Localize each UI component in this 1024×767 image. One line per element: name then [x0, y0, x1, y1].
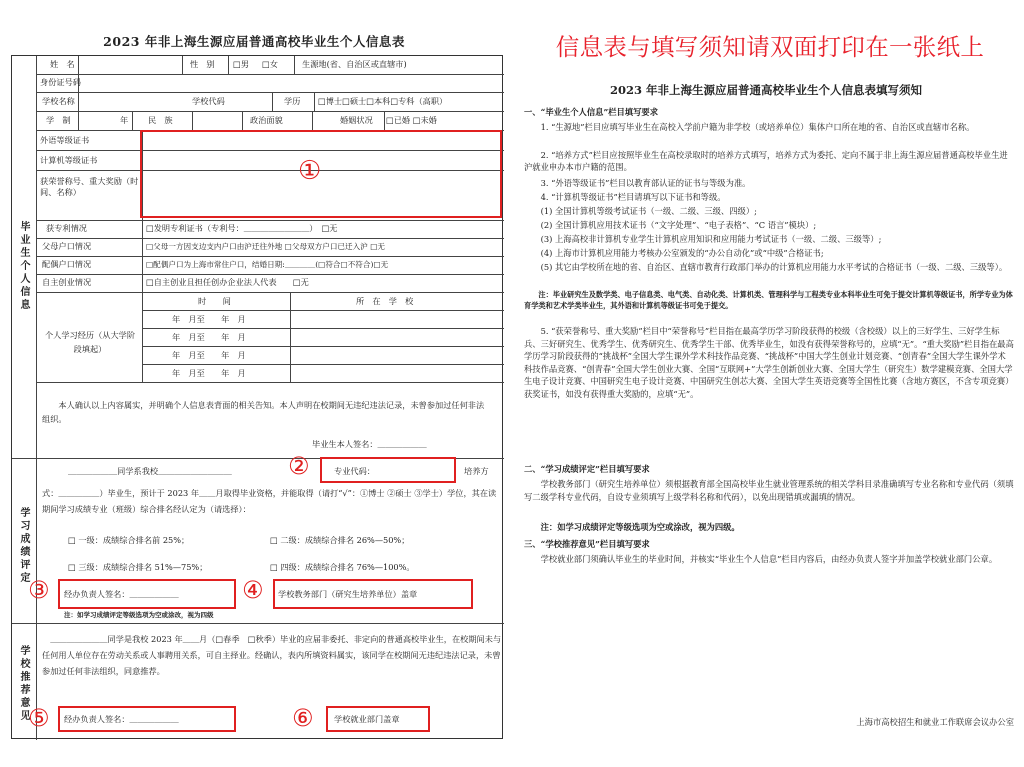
- graduate-signature[interactable]: 毕业生本人签名：＿＿＿＿＿＿: [312, 439, 427, 449]
- print-banner: 信息表与填写须知请双面打印在一张纸上: [555, 33, 985, 61]
- grades-paragraph: 式：＿＿＿＿＿）毕业生，预计于 2023 年＿＿月取得毕业资格，并能取得（请打“√”：①博士 ②硕士 ③学士）学位，其在读期间学习成绩专业（班级）综合排名经认定为（请选择）：: [42, 488, 497, 514]
- checkbox-male[interactable]: □男: [233, 59, 249, 69]
- history-row: 年 月至 年 月: [172, 314, 246, 324]
- history-school-header: 所 在 学 校: [356, 296, 414, 306]
- annotation-box-6: [326, 706, 430, 732]
- marker-6: ⑥: [292, 704, 314, 732]
- instructions-section-2: 二、“学习成绩评定”栏目填写要求: [524, 464, 650, 474]
- instructions-section-1: 一、“毕业生个人信息”栏目填写要求: [524, 107, 658, 117]
- history-row: 年 月至 年 月: [172, 350, 246, 360]
- label-school-name: 学校名称: [42, 96, 75, 106]
- instructions-p1: 1. “生源地”栏目应填写毕业生在高校入学前户籍为非学校（或培养单位）集体户口所在地的省、自治区或直辖市名称。: [540, 122, 975, 132]
- label-name: 姓 名: [50, 59, 75, 69]
- label-duration: 学 制: [46, 115, 71, 125]
- startup-options[interactable]: □自主创业且担任创办企业法人代表 □无: [146, 277, 309, 287]
- instructions-section-3: 三、“学校推荐意见”栏目填写要求: [524, 539, 650, 549]
- info-form-table: [11, 55, 503, 739]
- grades-officer-signature[interactable]: 经办负责人签名：＿＿＿＿＿＿: [64, 589, 179, 599]
- history-row: 年 月至 年 月: [172, 368, 246, 378]
- annotation-box-3: [58, 579, 236, 609]
- grades-line1-end: 培养方: [464, 466, 489, 476]
- form-title: 2023 年非上海生源应届普通高校毕业生个人信息表: [103, 34, 405, 49]
- label-startup: 自主创业情况: [42, 277, 92, 287]
- marker-4: ④: [242, 576, 264, 604]
- marker-3: ③: [28, 576, 50, 604]
- grade-option-1[interactable]: □ 一级：成绩综合排名前 25%；: [68, 535, 190, 545]
- instructions-p4b: (2) 全国计算机应用技术证书（“文字处理”、“电子表格”、“C 语言”模块）;: [540, 220, 817, 230]
- label-parents-hukou: 父母户口情况: [42, 241, 92, 251]
- grade-option-3[interactable]: □ 三级：成绩综合排名 51%—75%；: [68, 562, 208, 572]
- marker-5: ⑤: [28, 704, 50, 732]
- grades-note: 注：如学习成绩评定等级选项为空或涂改，视为四级: [64, 611, 214, 619]
- instructions-note-1: 注：毕业研究生及数学类、电子信息类、电气类、自动化类、计算机类、管理科学与工程类专业本科毕业生可免于提交计算机等级证书，所学专业为体育学类和艺术学类毕业生，其外语和计算机等级证书可免于提交。: [524, 290, 1013, 310]
- grade-option-2[interactable]: □ 二级：成绩综合排名 26%—50%；: [270, 535, 410, 545]
- instructions-p4a: (1) 全国计算机等级考试证书（一级、二级、三级、四级）;: [540, 206, 757, 216]
- employment-dept-stamp: 学校就业部门盖章: [334, 714, 400, 724]
- grades-line1: ＿＿＿＿＿＿同学系我校＿＿＿＿＿＿＿＿＿: [68, 466, 232, 476]
- label-patent: 获专利情况: [46, 223, 87, 233]
- instructions-p4c: (3) 上海高校非计算机专业学生计算机应用知识和应用能力考试证书（一级、二级、三级等）;: [540, 234, 882, 244]
- history-time-header: 时 间: [198, 296, 231, 306]
- spouse-hukou-options[interactable]: □配偶户口为上海市常住户口，结婚日期:＿＿＿＿(□符合□不符合)□无: [146, 260, 389, 269]
- label-honors: 获荣誉称号、重大奖励（时间、名称）: [40, 176, 139, 197]
- label-gender: 性 别: [190, 59, 215, 69]
- instructions-p4: 4. “计算机等级证书”栏目请填写以下证书和等级。: [540, 192, 726, 202]
- section-recommend-label: 学校推荐意见: [18, 645, 29, 723]
- label-computer-cert: 计算机等级证书: [40, 155, 98, 165]
- section-grades-label: 学习成绩评定: [18, 507, 29, 585]
- checkbox-female[interactable]: □女: [262, 59, 278, 69]
- label-ethnicity: 民 族: [148, 115, 173, 125]
- marker-2: ②: [288, 452, 310, 480]
- history-row: 年 月至 年 月: [172, 332, 246, 342]
- instructions-p4d: (4) 上海市计算机应用能力考核办公室颁发的“办公自动化”或“中级”合格证书;: [540, 248, 824, 258]
- degree-options[interactable]: □博士□硕士□本科□专科（高职）: [318, 96, 448, 106]
- section-personal-label: 毕业生个人信息: [18, 220, 29, 312]
- recommend-paragraph: ＿＿＿＿＿＿＿同学是我校 2023 年＿＿月（□春季 □秋季）毕业的应届非委托、非定向的普通高校毕业生，在校期间未与任何用人单位存在劳动关系或人事聘用关系，可自主择业。经确认，表内所填资料属实，该同学在校期间无违纪违法记录，未曾参加过任何非法组织，同意推荐。: [42, 634, 502, 676]
- instructions-p2: 2. “培养方式”栏目应按照毕业生在高校录取时的培养方式填写，培养方式为委托、定向不属于非上海生源应届普通高校毕业生进沪就业申办本市户籍的范围。: [524, 150, 1008, 172]
- declaration-text: 本人确认以上内容属实，并明确个人信息表背面的相关告知。本人声明在校期间无违纪违法记录，未曾参加过任何非法组织。: [42, 400, 485, 424]
- instructions-p4e: (5) 其它由学校所在地的省、自治区、直辖市教育行政部门举办的计算机应用能力水平考试的合格证书（一级、二级、三级等）。: [540, 262, 1008, 272]
- marker-1: ①: [298, 156, 322, 186]
- instructions-p5: 5. “获荣誉称号、重大奖励”栏目中“荣誉称号”栏目指在最高学历学习阶段获得的校级（含校级）以上的三好学生、三好学生标兵、三好研究生、优秀学生、优秀研究生、优秀学生干部、优秀毕业生，如没有获得荣誉称号的，应填“无”。“重大奖励”栏目指在最高学历学习阶段获得的“挑战杯”全国大学生课外学术科技作品竞赛、“挑战杯”中国大学生创业计划竞赛、“创青春”全国大学生课外学术科技作品竞赛、“创青春”全国大学生创业大赛、全国“互联网+”大学生创新创业大赛、全国大学生（研究生）数学建模竞赛、全国大学生电子设计竞赛、中国研究生电子设计竞赛、中国研究生创芯大赛、全国大学生英语竞赛等全国性比赛（含地方赛区，不含专项竞赛）获奖证书，如没有获得重大奖励的，应填“无”。: [524, 326, 1014, 399]
- label-politics: 政治面貌: [250, 115, 283, 125]
- parents-hukou-options[interactable]: □父母一方因支边支内户口由沪迁往外地 □父母双方户口已迁入沪 □无: [146, 242, 385, 251]
- marital-options[interactable]: □已婚 □未婚: [386, 115, 437, 125]
- label-degree: 学历: [284, 96, 301, 106]
- label-years: 年: [120, 115, 129, 125]
- instructions-page: [508, 0, 1024, 767]
- recommend-officer-signature[interactable]: 经办负责人签名：＿＿＿＿＿＿: [64, 714, 179, 724]
- label-origin: 生源地(省、自治区或直辖市): [302, 59, 407, 69]
- info-form-page: [0, 0, 508, 767]
- patent-options[interactable]: □发明专利证书（专利号：＿＿＿＿＿＿＿＿） □无: [146, 223, 338, 233]
- instructions-p7: 学校就业部门须确认毕业生的毕业时间，并核实“毕业生个人信息”栏目内容后，由经办负责人签字并加盖学校就业部门公章。: [540, 554, 998, 564]
- instructions-footer: 上海市高校招生和就业工作联席会议办公室: [856, 717, 1014, 727]
- academic-affairs-stamp: 学校教务部门（研究生培养单位）盖章: [278, 589, 418, 599]
- label-language-cert: 外语等级证书: [40, 135, 90, 145]
- annotation-box-4: [273, 579, 473, 609]
- label-id-number: 身份证号码: [40, 77, 81, 87]
- annotation-box-5: [58, 706, 236, 732]
- label-study-history: 个人学习经历（从大学阶段填起）: [44, 330, 136, 354]
- label-school-code: 学校代码: [192, 96, 225, 106]
- instructions-p3: 3. “外语等级证书”栏目以教育部认证的证书与等级为准。: [540, 178, 751, 188]
- instructions-title: 2023 年非上海生源应届普通高校毕业生个人信息表填写须知: [609, 83, 922, 97]
- instructions-p6: 学校教务部门（研究生培养单位）须根据教育部全国高校毕业生就业管理系统的相关学科目录准确填写专业名称和专业代码（须填写二级学科专业代码，自设专业须填写上级学科名称和代码），以免出现错填或漏填的情况。: [524, 479, 1014, 502]
- annotation-box-2: [320, 457, 456, 483]
- grade-option-4[interactable]: □ 四级：成绩综合排名 76%—100%。: [270, 562, 415, 572]
- major-code-label: 专业代码：: [334, 466, 375, 476]
- instructions-note-2: 注：如学习成绩评定等级选项为空或涂改，视为四级。: [540, 522, 740, 532]
- label-spouse-hukou: 配偶户口情况: [42, 259, 92, 269]
- label-marital: 婚姻状况: [340, 115, 373, 125]
